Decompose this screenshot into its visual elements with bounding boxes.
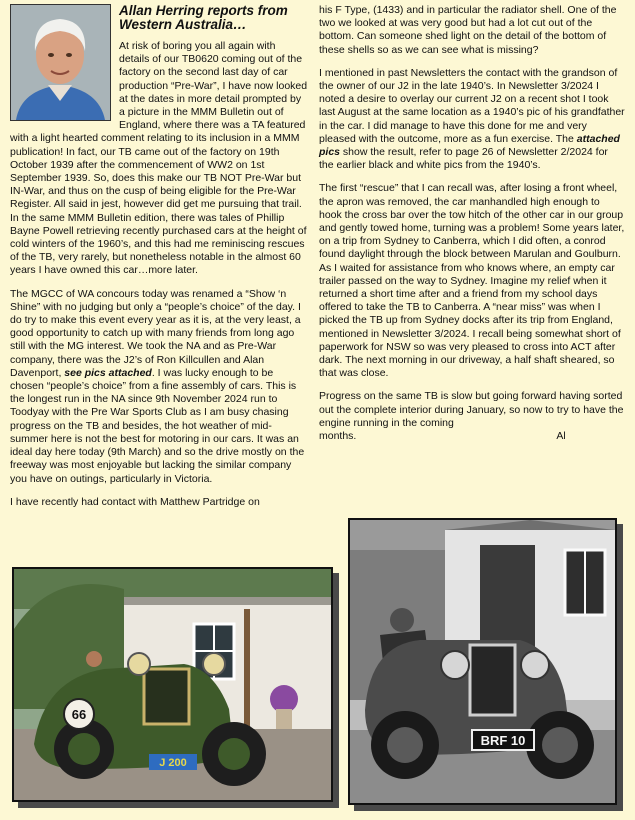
bw-car-plate: BRF 10 [480, 733, 526, 748]
right-paragraph-4-text: Progress on the same TB is slow but going forward having sorted out the complete interior during January, so now to try to have the engine running in the coming months. [319, 390, 624, 443]
color-car-photo [12, 567, 333, 802]
signoff: Al [556, 430, 566, 443]
color-car-illustration [14, 569, 331, 800]
attached-pics-emphasis: attached pics [319, 132, 620, 159]
left-paragraph-2-text-a: The MGCC of WA concours today was renamed a “Show ‘n Shine” with no judging but only a “people’s choice” of the day. I do try to make this event every year as it is, at the very least, a good opportunity to catch up with many friends from long ago still with the MG interest. We took the NA and as Pre-War company, there was the J2’s of Ron Killcullen and Alan Davenport, [10, 287, 301, 379]
see-pics-emphasis: see pics attached [64, 366, 152, 379]
bw-car-illustration [350, 520, 615, 803]
right-paragraph-2 [319, 67, 625, 173]
article-title: Allan Herring reports from Western Australia… [119, 3, 288, 32]
color-car-plate: J 200 [159, 757, 187, 769]
left-paragraph-2 [10, 288, 308, 486]
right-column [319, 4, 625, 453]
right-paragraph-3: The first “rescue” that I can recall was, after losing a front wheel, the apron was removed, the car manhandled high enough to hook the cross bar over the tow hitch of the other car in our group and gently towed home, turning was a problem! Some years later, on a trip from Sydney to Canberra, which I did often, a conrod found daylight through the block between Marulan and Goulburn. As I waited for assistance from who knows where, an empty car trailer passed on the way to Sydney. Imagine my relief when it returned a short time after and a friend from my school days offered to take the TB to Canberra. A “near miss” was when I picked the TB up from Sydney docks after its trip from England, mentioned in Newsletter 3/2024. I recall being somewhat short of paperwork for NSW so was very pleased to cross into ACT after dark. The next morning in our driveway, a half shaft sheared, so that was close. [319, 182, 625, 380]
author-portrait [10, 4, 111, 121]
right-paragraph-2-text-a: I mentioned in past Newsletters the contact with the grandson of the owner of our J2 in the late 1940’s. In Newsletter 3/2024 I noted a desire to overlay our current J2 on a recent shot I took last August at the same location as a 1940’s pic of his grandfather in the car. I did manage to have this done for me and very pleased with the outcome, more as a fun exercise. The [319, 66, 625, 145]
race-number: 66 [71, 707, 87, 722]
portrait-illustration [11, 5, 110, 120]
right-paragraph-1: his F Type, (1433) and in particular the radiator shell. One of the two we looked at was very good but had a lot cut out of the bottom. Can someone shed light on the detail of the bottom of these shells so as we can see what is missing? [319, 4, 617, 56]
left-paragraph-3: I have recently had contact with Matthew Partridge on [10, 495, 260, 508]
right-paragraph-4 [319, 390, 625, 443]
left-paragraph-2-text-c: . I was lucky enough to be chosen “people’s choice” from a fine assembly of cars. This is the longest run in the NA since 9th November 2024 run to Toodyay with the Pre War Sports Club as I am busy chasing progress on the TB and besides, the hot weather of mid-summer here is not the best for motoring in our cars. It was an ideal day here today (9th March) and so the drive mostly on the freeway was most enjoyable but lacking the similar company you have on outings, particularly in Victoria. [10, 366, 305, 485]
right-paragraph-2-text-c: show the result, refer to page 26 of Newsletter 2/2024 for the earlier black and white pics from the 1940’s. [319, 146, 608, 172]
bw-car-photo [348, 518, 617, 805]
left-paragraph-1: At risk of boring you all again with details of our TB0620 coming out of the factory on the second last day of car production “Pre-War”, I have now looked at the dates in more detail prompted by a picture in the MMM Bulletin out of England, where there was a TA featured with a light hearted comment relating to its inclusion in a MMM publication! In fact, our TB came out of the factory on 19th October 1939 after the commencement of WW2 on 1st September 1939. So, does this make our TB NOT Pre-War but IN-War, and thus on the cusp of being eligible for the Pre-War Register. All said in jest, however did get me pursuing that trail. In the same MMM Bulletin edition, there was tales of Phillip Bayne Powell retrieving recently purchased cars at the height of cold winters of the 1960’s, and this had me reminiscing rescues of the TB, very rarely, but nonetheless notable in the almost 60 years I have owned this car…more later. [10, 40, 308, 277]
left-column [10, 4, 308, 519]
